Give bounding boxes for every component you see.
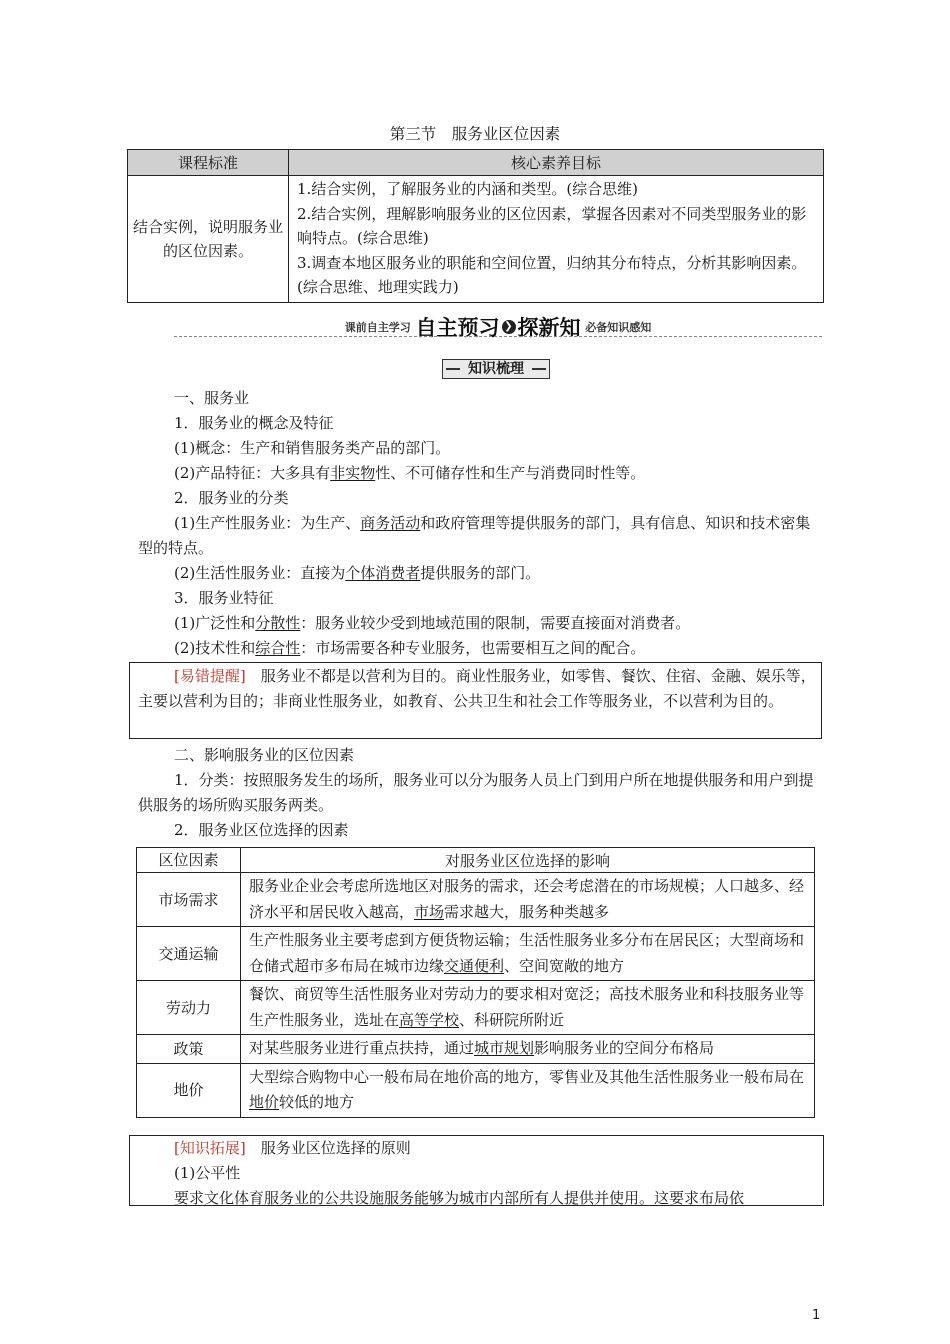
- factor-impact: 生产性服务业主要考虑到方便货物运输；生活性服务业多分布在居民区；大型商场和仓储式超市多布局在城市边缘交通便利、空间宽敞的地方: [241, 927, 815, 981]
- tip-box: [129, 662, 822, 739]
- course-standard-table: [127, 149, 824, 303]
- location-factors-table: [136, 847, 815, 1118]
- goal-1: 1.结合实例，了解服务业的内涵和类型。(综合思维): [297, 180, 639, 198]
- s1-feature-2: (2)技术性和综合性：市场需要各种专业服务，也需要相互之间的配合。: [174, 639, 646, 657]
- ext-principle-1: (1)公平性: [174, 1164, 241, 1182]
- goal-3: 3.调查本地区服务业的职能和空间位置，归纳其分布特点，分析其影响因素。(综合思维、地理实践力): [297, 253, 807, 296]
- banner-main-1: 自主预习: [415, 316, 500, 340]
- banner-main-2: 探新知: [517, 316, 581, 340]
- factors-header-impact: 对服务业区位选择的影响: [241, 848, 815, 873]
- std-goals-cell: [289, 176, 824, 303]
- banner-left: 课前自主学习: [344, 321, 411, 334]
- s1-sub2: 2．服务业的分类: [174, 489, 289, 507]
- factor-impact: 服务业企业会考虑所选地区对服务的需求，还会考虑潜在的市场规模；人口越多、经济水平和居民收入越高，市场需求越大，服务种类越多: [241, 873, 815, 927]
- factor-name: 地价: [137, 1063, 241, 1117]
- extension-box: [129, 1135, 824, 1206]
- std-left-cell: 结合实例，说明服务业的区位因素。: [128, 176, 289, 303]
- factor-impact: 餐饮、商贸等生活性服务业对劳动力的要求相对宽泛；高技术服务业和科技服务业等生产性服务业，选址在高等学校、科研院所附近: [241, 981, 815, 1035]
- s1-productive: (1)生产性服务业：为生产、商务活动和政府管理等提供服务的部门，具有信息、知识和技术密集型的特点。: [138, 514, 811, 557]
- s1-feature: (2)产品特征：大多具有非实物性、不可储存性和生产与消费同时性等。: [174, 464, 646, 482]
- page-title: 第三节 服务业区位因素: [389, 125, 561, 143]
- factor-name: 劳动力: [137, 981, 241, 1035]
- factor-impact: 对某些服务业进行重点扶持，通过城市规划影响服务业的空间分布格局: [241, 1035, 815, 1064]
- s1-consumer: (2)生活性服务业：直接为个体消费者提供服务的部门。: [174, 564, 541, 582]
- std-header-goals: 核心素养目标: [289, 150, 824, 176]
- s1-feature-1: (1)广泛性和分散性：服务业较少受到地域范围的限制，需要直接面对消费者。: [174, 614, 691, 632]
- section-banner: [174, 312, 822, 340]
- goal-2: 2.结合实例，理解影响服务业的区位因素，掌握各因素对不同类型服务业的影响特点。(综合思维): [297, 204, 807, 247]
- s2-classification: 1．分类：按照服务发生的场所，服务业可以分为服务人员上门到用户所在地提供服务和用户到提供服务的场所购买服务两类。: [138, 771, 814, 814]
- std-header-standard: 课程标准: [128, 150, 289, 176]
- s1-sub3: 3．服务业特征: [174, 589, 274, 607]
- banner-right: 必备知识感知: [585, 321, 652, 334]
- s2-factors-title: 2．服务业区位选择的因素: [174, 821, 349, 839]
- ext-text: 要求文化体育服务业的公共设施服务能够为城市内部所有人提供并使用。这要求布局依: [174, 1189, 745, 1207]
- s1-concept: (1)概念：生产和销售服务类产品的部门。: [174, 439, 451, 457]
- ext-title: [知识拓展] 服务业区位选择的原则: [174, 1139, 411, 1157]
- factor-name: 政策: [137, 1035, 241, 1064]
- factor-impact: 大型综合购物中心一般布局在地价高的地方，零售业及其他生活性服务业一般布局在地价较低的地方: [241, 1063, 815, 1117]
- page-number: 1: [812, 1308, 821, 1323]
- factors-header-factor: 区位因素: [137, 848, 241, 873]
- tip-text: [易错提醒] 服务业不都是以营利为目的。商业性服务业，如零售、餐饮、住宿、金融、娱乐等，主要以营利为目的；非商业性服务业，如教育、公共卫生和社会工作等服务业，不以营利为目的。: [138, 667, 816, 710]
- factor-name: 市场需求: [137, 873, 241, 927]
- factor-name: 交通运输: [137, 927, 241, 981]
- knowledge-badge: 知识梳理: [442, 359, 550, 379]
- s1-sub1: 1．服务业的概念及特征: [174, 414, 334, 432]
- table-cut-line: [127, 302, 175, 303]
- s1-heading: 一、服务业: [174, 389, 250, 407]
- ext-bottom-line: [129, 1205, 822, 1206]
- arrow-icon: ❯: [502, 320, 516, 334]
- s2-heading: 二、影响服务业的区位因素: [174, 746, 355, 764]
- banner-divider: [174, 336, 822, 337]
